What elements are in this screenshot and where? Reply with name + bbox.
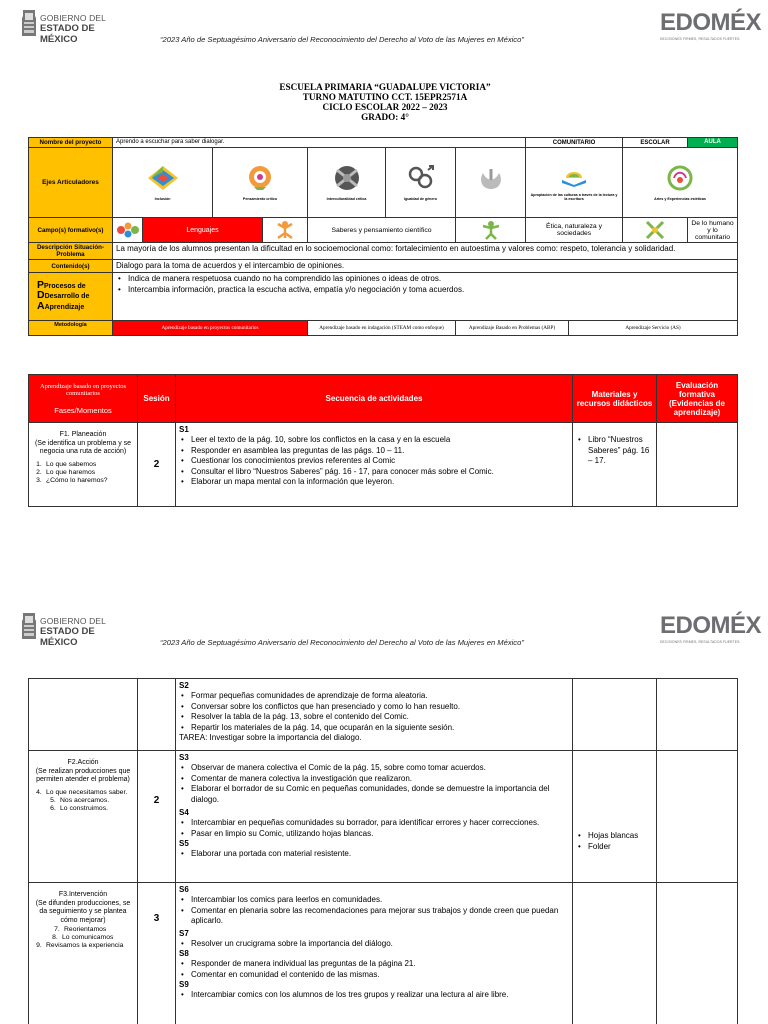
gov-line-1: GOBIERNO DEL: [40, 616, 106, 626]
humano-icon: [644, 220, 666, 240]
phase-3-step: 7. Reorientamos: [54, 926, 107, 933]
gov-name: [40, 13, 120, 45]
project-name-label: Nombre del proyecto: [29, 138, 113, 148]
campo-etica-icon-cell: [456, 218, 526, 243]
metodologia-servicio: Aprendizaje Servicio (AS): [569, 321, 738, 336]
scenario-escolar: ESCOLAR: [623, 138, 688, 148]
phase-3-evaluation: [657, 883, 738, 1024]
eje-vida-saludable: [456, 148, 526, 218]
header-fases-bottom: Fases/Momentos: [54, 405, 112, 415]
phase-2-cell: [29, 751, 138, 883]
gov-line-1: GOBIERNO DEL: [40, 13, 106, 23]
edomex-logo: [660, 612, 762, 645]
ejes-label: Ejes Articuladores: [29, 148, 113, 218]
activity-item: • Leer el texto de la pág. 10, sobre los conflictos en la casa y en la escuela: [179, 435, 569, 446]
phase-2-title: F2.Acción: [67, 759, 99, 766]
etica-icon: [480, 220, 502, 240]
activity-item: • Elaborar un mapa mental con la información que leyeron.: [179, 477, 569, 488]
phase-1-continued: [29, 679, 138, 751]
contenidos-label: Contenido(s): [29, 260, 113, 273]
brand-sub: DECISIONES FIRMES, RESULTADOS FUERTES.: [660, 37, 741, 41]
phase-2-activities: [176, 751, 573, 883]
contenidos: Dialogo para la toma de acuerdos y el intercambio de opiniones.: [113, 260, 738, 273]
pda-item: • Intercambia información, practica la escucha activa, empatía y/o negociación y toma acuerdos.: [116, 285, 734, 296]
metodologia-steam: Aprendizaje basado en indagación (STEAM como enfoque): [308, 321, 456, 336]
reading-culture-icon: [559, 165, 589, 187]
pda-content: [113, 273, 738, 321]
gov-line-2: ESTADO DE MÉXICO: [40, 23, 95, 45]
gov-line-2: ESTADO DE MÉXICO: [40, 626, 95, 648]
activity-item: • Intercambiar los comics para leerlos en comunidades.: [179, 895, 569, 906]
campo-etica: Ética, naturaleza y sociedades: [526, 218, 623, 243]
activity-item: • Responder en asamblea las preguntas de las págs. 10 – 11.: [179, 446, 569, 457]
session-label: S3: [179, 753, 189, 762]
phase-2-evaluation: [657, 751, 738, 883]
activity-item: • Elaborar una portada con material resistente.: [179, 849, 569, 860]
header-materiales: Materiales y recursos didácticos: [573, 375, 657, 423]
phase-1-desc: (Se identifica un problema y se negocia una ruta de acción): [34, 439, 132, 455]
activity-item: • Comentar de manera colectiva la investigación que realizaron.: [179, 774, 569, 785]
session-label: S6: [179, 885, 189, 894]
phase-1-activities: [176, 423, 573, 507]
campo-lenguajes: Lenguajes: [143, 218, 263, 243]
school-header: [220, 82, 550, 122]
phase-3-step: 9. Revisamos la experiencia: [36, 942, 124, 949]
header-fases-top: Aprendizaje basado en proyectos comunitarios: [32, 383, 134, 398]
activity-item: • Consultar el libro “Nuestros Saberes” pág. 16 - 17, para conocer más sobre el Comic.: [179, 467, 569, 478]
s2-activities: [176, 679, 573, 751]
eje-interculturalidad: [308, 148, 386, 218]
activity-item: • Comentar en comunidad el contenido de las mismas.: [179, 970, 569, 981]
seal-icon: [20, 8, 38, 40]
header-sesion: Sesión: [138, 375, 176, 423]
pda-label: PProcesos de DDesarrollo de AAprendizaje: [29, 273, 113, 321]
metodologia-abp-comunitarios: Aprendizaje basado en proyectos comunitarios: [113, 321, 308, 336]
school-grado: GRADO: 4°: [361, 112, 409, 122]
campo-humano: De lo humano y lo comunitario: [688, 218, 738, 243]
phase-1-evaluation: [657, 423, 738, 507]
activity-item: • Elaborar el borrador de su Comic en pequeñas comunidades, donde se demuestre la importancia del dialogo.: [179, 784, 569, 805]
eje-artes: [623, 148, 738, 218]
activity-item: • Conversar sobre los conflictos que han presenciado y como lo han resuelto.: [179, 702, 569, 713]
session-label: S9: [179, 980, 189, 989]
phase-2-step: 6. Lo construimos.: [50, 804, 108, 812]
phase-3-activities: [176, 883, 573, 1024]
scenario-comunitario: COMUNITARIO: [526, 138, 623, 148]
eje-lectura-label: Apropiación de las culturas a través de la lectura y la escritura: [530, 192, 618, 201]
tarea: TAREA: Investigar sobre la importancia del dialogo.: [179, 733, 362, 742]
eje-artes-label: Artes y Experiencias estéticas: [654, 196, 706, 201]
pda-label-1: Procesos de: [44, 282, 86, 290]
pda-item: • Indica de manera respetuosa cuando no ha comprendido las opiniones o ideas de otros.: [116, 274, 734, 285]
seal-icon: [20, 611, 38, 643]
gov-name: [40, 616, 120, 648]
campo-humano-icon-cell: [623, 218, 688, 243]
campos-label: Campo(s) formativo(s): [29, 218, 113, 243]
activity-item: • Pasar en limpio su Comic, utilizando hojas blancas.: [179, 829, 569, 840]
eje-igualdad-label: Igualdad de género: [404, 196, 437, 201]
scenario-aula: AULA: [688, 138, 738, 148]
phase-2-materials: [573, 751, 657, 883]
phase-3-step: 8. Lo comunicamos: [52, 934, 114, 941]
metodologia-label: Metodología: [29, 321, 113, 336]
activity-item: • Responder de manera individual las preguntas de la página 21.: [179, 959, 569, 970]
activity-item: • Intercambiar en pequeñas comunidades su borrador, para identificar errores y hacer correcciones.: [179, 818, 569, 829]
edomex-logo: [660, 9, 762, 42]
eje-pensamiento-critico-label: Pensamiento crítico: [242, 196, 278, 201]
phase-1-cell: [29, 423, 138, 507]
pda-label-3: Aprendizaje: [44, 303, 85, 311]
activity-item: • Comentar en plenaria sobre las recomendaciones para mejorar sus trabajos y donde creen que puedan aplicarlo.: [179, 906, 569, 927]
header-evaluacion: Evaluación formativa (Evidencias de aprendizaje): [657, 375, 738, 423]
healthy-life-icon: [476, 167, 506, 193]
phase-3-desc: (Se difunden producciones, se da seguimiento y se plantea cómo mejorar): [35, 899, 131, 924]
phase-2-sessions: 2: [138, 751, 176, 883]
motto: “2023 Año de Septuagésimo Aniversario del Reconocimiento del Derecho al Voto de las Mujeres en México”: [160, 638, 524, 647]
phase-3-materials: [573, 883, 657, 1024]
phase-1-sessions-continued: [138, 679, 176, 751]
pda-label-2: Desarrollo de: [44, 293, 90, 301]
phase-3-title: F3.Intervención: [58, 891, 108, 898]
activity-item: • Observar de manera colectiva el Comic de la pág. 15, sobre como tomar acuerdos.: [179, 763, 569, 774]
campo-saberes: Saberes y pensamiento científico: [308, 218, 456, 243]
activity-item: • Resolver un crucigrama sobre la importancia del diálogo.: [179, 939, 569, 950]
s2-evaluation: [657, 679, 738, 751]
eje-igualdad: [386, 148, 456, 218]
activity-item: • Intercambiar comics con los alumnos de los tres grupos y realizar una lectura al aire libre.: [179, 990, 569, 1001]
saberes-icon: [274, 220, 296, 240]
activity-item: • Repartir los materiales de la pág. 14, que ocuparán en la siguiente sesión.: [179, 723, 569, 734]
phase-2-desc: (Se realizan producciones que permiten atender el problema): [35, 767, 131, 783]
activity-item: • Formar pequeñas comunidades de aprendizaje de forma aleatoria.: [179, 691, 569, 702]
eje-inclusion: [113, 148, 213, 218]
eje-inclusion-label: Inclusión: [154, 196, 171, 201]
header-fases: [29, 375, 138, 423]
phase-2-step: 4. Lo que necesitamos saber.: [36, 788, 128, 796]
session-label: S4: [179, 808, 189, 817]
activity-item: • Cuestionar los conocimientos previos referentes al Comic: [179, 456, 569, 467]
phase-1-step: 2. Lo que haremos: [36, 468, 96, 476]
session-label: S2: [179, 681, 189, 690]
school-turno: TURNO MATUTINO CCT. 15EPR2571A: [302, 92, 468, 102]
phase-2-step: 5. Nos acercamos.: [50, 796, 110, 804]
brand-sub: DECISIONES FIRMES, RESULTADOS FUERTES.: [660, 640, 741, 644]
session-label: S5: [179, 839, 189, 848]
phase-1-sessions: 2: [138, 423, 176, 507]
phase-1-materials: [573, 423, 657, 507]
activities-table-p1: [28, 374, 738, 507]
material-item: • Hojas blancas: [576, 831, 653, 842]
critical-thinking-icon: [244, 165, 276, 191]
motto: “2023 Año de Septuagésimo Aniversario del Reconocimiento del Derecho al Voto de las Mujeres en México”: [160, 35, 524, 44]
phase-3-sessions: 3: [138, 883, 176, 1024]
gov-logo: [20, 8, 120, 44]
school-ciclo: CICLO ESCOLAR 2022 – 2023: [322, 102, 448, 112]
gov-logo: [20, 611, 120, 647]
metodologia-abp: Aprendizaje Basado en Problemas (ABP): [456, 321, 569, 336]
campo-saberes-icon-cell: [263, 218, 308, 243]
material-item: • Folder: [576, 842, 653, 853]
phase-1-title: F1. Planeación: [59, 431, 107, 438]
activities-table-p2: [28, 678, 738, 1024]
inclusion-icon: [147, 165, 179, 191]
phase-3-cell: [29, 883, 138, 1024]
eje-pensamiento-critico: [213, 148, 308, 218]
campo-lenguajes-icon-cell: [113, 218, 143, 243]
lenguajes-icon: [116, 221, 140, 239]
material-item: • Libro “Nuestros Saberes” pág. 16 – 17.: [576, 435, 653, 467]
brand: EDOMÉX: [660, 612, 762, 639]
project-name: Aprendo a escuchar para saber dialogar.: [113, 138, 526, 148]
session-label: S7: [179, 928, 189, 938]
eje-interculturalidad-label: Interculturalidad crítica: [326, 196, 367, 201]
situacion-problema: La mayoría de los alumnos presentan la dificultad en lo socioemocional como: fortalecimiento en autoestima y valores como: respeto, tolerancia y solidaridad.: [113, 243, 738, 260]
interculturality-icon: [332, 165, 362, 191]
situacion-label: Descripción Situación- Problema: [29, 243, 113, 260]
s2-materials: [573, 679, 657, 751]
header-secuencia: Secuencia de actividades: [176, 375, 573, 423]
activity-item: • Resolver la tabla de la pág. 13, sobre el contenido del Comic.: [179, 712, 569, 723]
session-label: S1: [179, 425, 189, 434]
phase-1-step: 1. Lo que sabemos: [36, 460, 97, 468]
arts-icon: [665, 165, 695, 191]
eje-lectura: [526, 148, 623, 218]
gender-equality-icon: [406, 165, 436, 191]
school-name: ESCUELA PRIMARIA “GUADALUPE VICTORIA”: [279, 82, 491, 92]
project-table: [28, 137, 738, 336]
session-label: S8: [179, 949, 189, 958]
brand: EDOMÉX: [660, 9, 762, 36]
phase-1-step: 3. ¿Cómo lo haremos?: [36, 476, 108, 484]
